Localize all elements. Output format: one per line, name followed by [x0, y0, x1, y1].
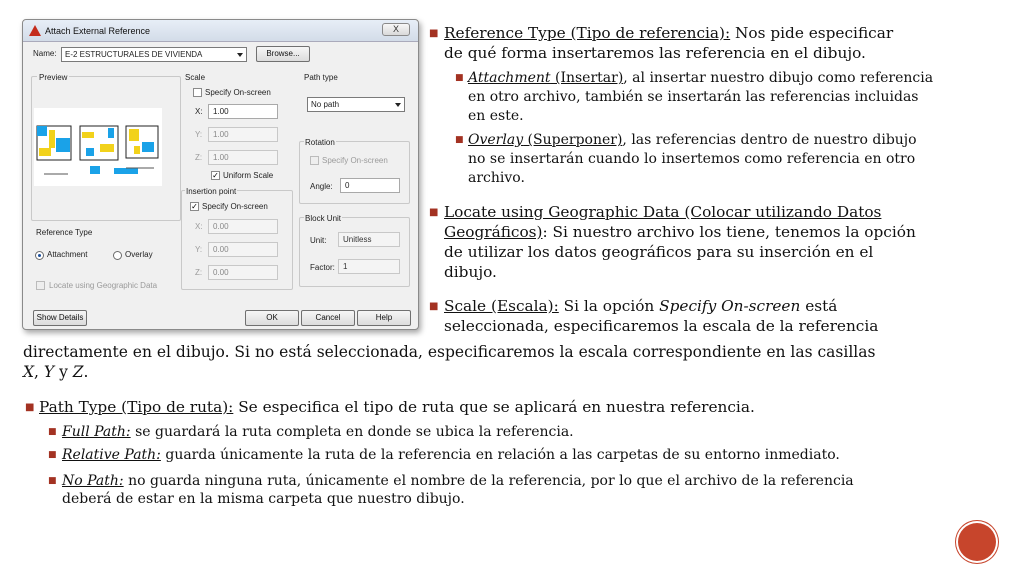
rotation-label: Rotation [305, 138, 335, 147]
rotation-group [299, 141, 410, 204]
autocad-logo-icon [29, 25, 41, 36]
locate-text: : Si nuestro archivo los tiene, tenemos la opción [542, 223, 916, 241]
locate-line4: dibujo. [444, 263, 497, 281]
overlay-term: Overlay [468, 132, 524, 148]
ref-type-text: Nos pide especificar [730, 24, 894, 42]
overlay-text: , las referencias dentro de nuestro dibujo [622, 132, 917, 148]
insertion-specify-checkbox[interactable]: ✓ [191, 202, 198, 211]
relative-path-paragraph [62, 446, 840, 464]
insertion-specify-label: Specify On-screen [202, 202, 268, 211]
path-paragraph [39, 398, 755, 418]
scale-text-c: está [800, 297, 838, 315]
locate-line3: de utilizar los datos geográficos para su inserción en el [444, 243, 874, 261]
bullet-icon: ■ [48, 427, 57, 437]
cancel-button[interactable]: Cancel [301, 310, 355, 326]
ref-type-paragraph [444, 24, 893, 44]
no-path-text: no guarda ninguna ruta, únicamente el nombre de la referencia, por lo que el archivo de la referencia [123, 473, 854, 489]
unit-value: Unitless [338, 232, 400, 247]
scale-text-a: Si la opción [558, 297, 660, 315]
sep2: y [54, 363, 73, 381]
attachment-label: Attachment [47, 250, 88, 259]
path-type-value: No path [311, 100, 340, 109]
locate-title-2: Geográficos) [444, 223, 543, 241]
scale-label: Scale [185, 73, 206, 82]
name-select[interactable] [61, 47, 247, 62]
scale-text-b: Specify On-screen [659, 297, 801, 315]
overlay-line2: no se insertarán cuando lo insertemos como referencia en otro [468, 151, 916, 167]
dialog-title: Attach External Reference [45, 26, 151, 36]
unit-label: Unit: [310, 236, 327, 245]
locate-title: Locate using Geographic Data (Colocar utilizando Datos [444, 203, 882, 221]
sep1: , [34, 363, 44, 381]
factor-value: 1 [338, 259, 400, 274]
path-title: Path Type (Tipo de ruta): [39, 398, 234, 416]
attachment-line3: en este. [468, 108, 524, 124]
browse-button[interactable]: Browse... [256, 46, 310, 62]
scale-line4 [23, 363, 88, 383]
reference-type-label: Reference Type [36, 228, 93, 237]
bullet-icon: ■ [429, 28, 439, 39]
ref-type-title: Reference Type (Tipo de referencia): [444, 24, 731, 42]
name-label: Name: [33, 49, 57, 58]
no-path-line2: deberá de estar en la misma carpeta que nuestro dibujo. [62, 491, 465, 507]
scale-z-input[interactable]: 1.00 [208, 150, 278, 165]
overlay-paren: (Superponer) [523, 132, 623, 148]
insertion-y-input[interactable]: 0.00 [208, 242, 278, 257]
no-path-term: No Path: [62, 473, 124, 489]
bullet-icon: ■ [48, 450, 57, 460]
relative-path-term: Relative Path: [62, 447, 161, 463]
overlay-label: Overlay [125, 250, 153, 259]
full-path-term: Full Path: [62, 424, 131, 440]
bullet-icon: ■ [48, 476, 57, 486]
bullet-icon: ■ [455, 135, 464, 145]
attachment-paragraph [468, 69, 933, 87]
locate-line2 [444, 223, 916, 243]
full-path-paragraph [62, 423, 574, 441]
overlay-paragraph [468, 131, 917, 149]
full-path-text: se guardará la ruta completa en donde se ubica la referencia. [130, 424, 574, 440]
bullet-icon: ■ [455, 73, 464, 83]
block-unit-group [299, 217, 410, 287]
insertion-z-input[interactable]: 0.00 [208, 265, 278, 280]
ref-type-line2: de qué forma insertaremos las referencia en el dibujo. [444, 44, 866, 62]
locate-geo-label: Locate using Geographic Data [49, 281, 158, 290]
show-details-button[interactable]: Show Details [33, 310, 87, 326]
preview-drawing-image [34, 108, 162, 186]
axis-z: Z [72, 363, 84, 381]
insertion-x-label: X: [195, 222, 203, 231]
scale-specify-label: Specify On-screen [205, 88, 271, 97]
overlay-radio[interactable] [113, 251, 122, 260]
scale-z-label: Z: [195, 153, 203, 162]
bullet-icon: ■ [25, 402, 35, 413]
scale-line2: seleccionada, especificaremos la escala de la referencia [444, 317, 879, 335]
block-unit-label: Block Unit [305, 214, 342, 223]
close-button[interactable]: X [382, 23, 410, 36]
sep3: . [83, 363, 89, 381]
scale-x-label: X: [195, 107, 203, 116]
scale-line3: directamente en el dibujo. Si no está seleccionada, especificaremos la escala correspondiente en las casillas [23, 343, 876, 361]
insertion-label: Insertion point [186, 187, 237, 196]
uniform-scale-checkbox[interactable]: ✓ [212, 171, 219, 180]
factor-label: Factor: [310, 263, 335, 272]
path-type-select[interactable] [307, 97, 405, 112]
scale-y-label: Y: [195, 130, 203, 139]
angle-label: Angle: [310, 182, 333, 191]
attachment-text: , al insertar nuestro dibujo como referencia [623, 70, 934, 86]
title-bar[interactable] [23, 20, 418, 42]
scale-y-input[interactable]: 1.00 [208, 127, 278, 142]
name-value: E-2 ESTRUCTURALES DE VIVIENDA [65, 50, 203, 59]
bullet-icon: ■ [429, 207, 439, 218]
slide-badge-icon [958, 523, 996, 561]
chevron-down-icon [395, 103, 401, 107]
scale-specify-checkbox[interactable] [193, 88, 202, 97]
angle-input[interactable]: 0 [340, 178, 400, 193]
ok-button[interactable]: OK [245, 310, 299, 326]
scale-paragraph [444, 297, 837, 317]
drawing-preview [34, 108, 162, 186]
path-text: Se especifica el tipo de ruta que se aplicará en nuestra referencia. [233, 398, 755, 416]
attachment-line2: en otro archivo, también se insertarán las referencias incluidas [468, 89, 919, 105]
uniform-scale-label: Uniform Scale [223, 171, 274, 180]
overlay-line3: archivo. [468, 170, 525, 186]
rotation-specify-label: Specify On-screen [322, 156, 388, 165]
insertion-x-input[interactable]: 0.00 [208, 219, 278, 234]
rotation-specify-checkbox[interactable] [310, 156, 319, 165]
help-button[interactable]: Help [357, 310, 411, 326]
attachment-term: Attachment [468, 70, 551, 86]
axis-y: Y [43, 363, 55, 381]
attach-xref-dialog [22, 19, 419, 330]
chevron-down-icon [237, 53, 243, 57]
relative-path-text: guarda únicamente la ruta de la referencia en relación a las carpetas de su entorno inmediato. [160, 447, 840, 463]
insertion-y-label: Y: [195, 245, 203, 254]
axis-x: X [23, 363, 35, 381]
scale-title: Scale (Escala): [444, 297, 559, 315]
no-path-paragraph [62, 472, 854, 490]
scale-x-input[interactable]: 1.00 [208, 104, 278, 119]
insertion-z-label: Z: [195, 268, 203, 277]
bullet-icon: ■ [429, 301, 439, 312]
attachment-radio[interactable] [35, 251, 44, 260]
path-type-label: Path type [304, 73, 338, 82]
attachment-paren: (Insertar) [550, 70, 624, 86]
preview-label: Preview [39, 73, 68, 82]
locate-geo-checkbox[interactable] [36, 281, 45, 290]
